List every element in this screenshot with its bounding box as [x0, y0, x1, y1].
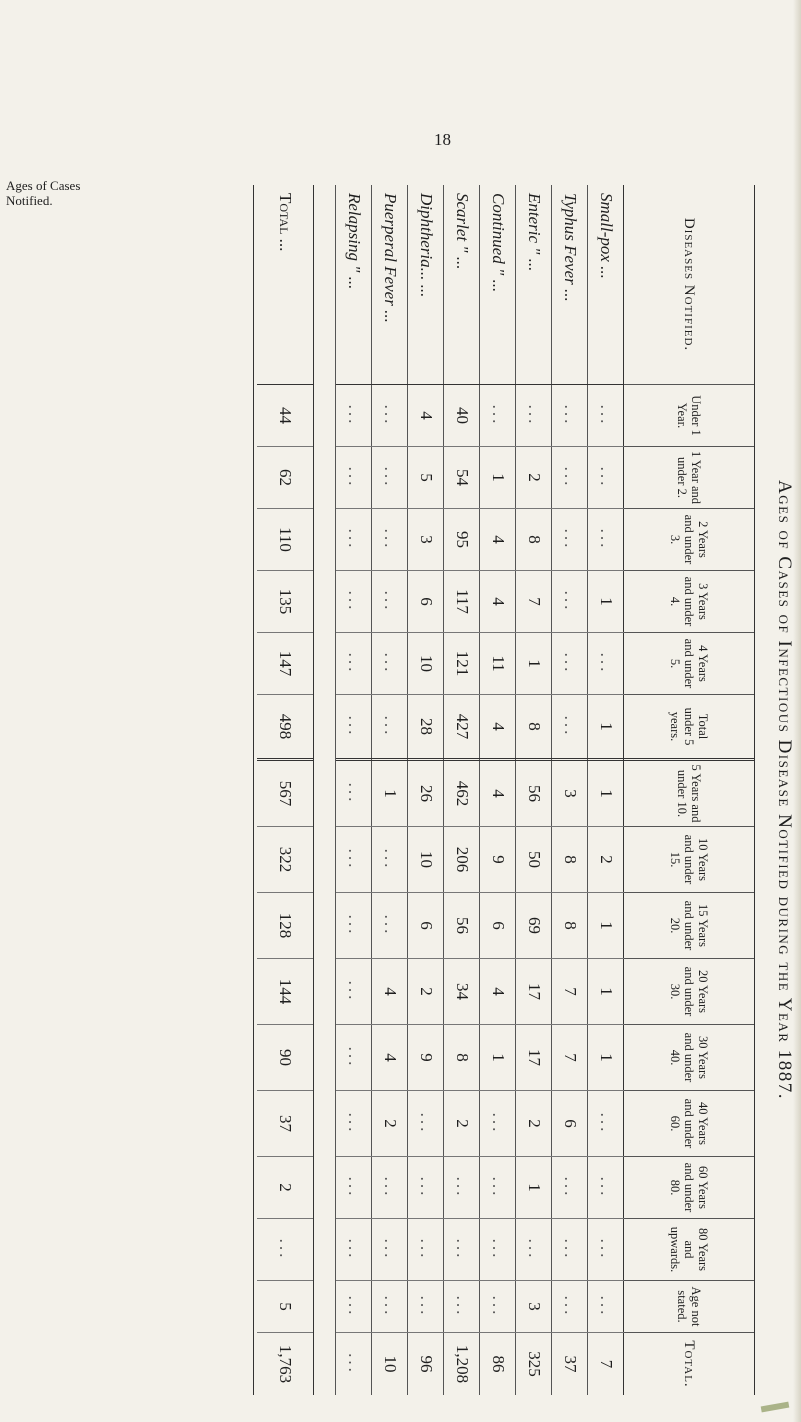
cell-30-40: 8	[444, 1025, 480, 1091]
cell-30-40: ...	[336, 1025, 372, 1091]
cell-30-40: 17	[516, 1025, 552, 1091]
header-2-3: 2 Years and under 3.	[624, 509, 754, 571]
total-60-80: 2	[257, 1157, 313, 1219]
cell-10-15: ...	[372, 827, 408, 893]
total-30-40: 90	[257, 1025, 313, 1091]
table-row	[407, 185, 444, 1395]
cell-2-3: ...	[372, 509, 408, 571]
cell-2-3: 95	[444, 509, 480, 571]
cell-4-5: ...	[588, 633, 624, 695]
total-80-up: ...	[257, 1219, 313, 1281]
cell-age-not-stated: ...	[552, 1281, 588, 1333]
cell-4-5: ...	[336, 633, 372, 695]
cell-5-10: 1	[372, 761, 408, 827]
cell-15-20: 6	[408, 893, 444, 959]
header-5-10: 5 Years and under 10.	[624, 761, 754, 827]
rotated-age-table	[250, 185, 795, 1395]
cell-total: 10	[381, 1355, 400, 1373]
cell-3-4: 7	[516, 571, 552, 633]
cell-20-30: ...	[336, 959, 372, 1025]
total-age-not-stated: 5	[257, 1281, 313, 1333]
cell-4-5: 1	[516, 633, 552, 695]
cell-60-80: ...	[480, 1157, 516, 1219]
cell-80-up: ...	[444, 1219, 480, 1281]
cell-15-20: ...	[336, 893, 372, 959]
total-3-4: 135	[257, 571, 313, 633]
cell-40-60: ...	[336, 1091, 372, 1157]
table-row	[335, 185, 372, 1395]
cell-20-30: 4	[480, 959, 516, 1025]
cell-age-not-stated: ...	[408, 1281, 444, 1333]
table-row	[551, 185, 588, 1395]
cell-under-1: ...	[552, 385, 588, 447]
cell-2-3: ...	[588, 509, 624, 571]
cell-10-15: 2	[588, 827, 624, 893]
side-note	[6, 178, 80, 208]
cell-30-40: 1	[480, 1025, 516, 1091]
corner-stain	[761, 1402, 790, 1413]
total-5-10: 567	[257, 761, 313, 827]
header-total: Total.	[681, 1340, 697, 1388]
cell-60-80: ...	[444, 1157, 480, 1219]
row-label: Relapsing " ...	[336, 185, 372, 385]
cell-30-40: 9	[408, 1025, 444, 1091]
side-note-line-1: Ages of Cases	[6, 178, 81, 193]
cell-15-20: 6	[480, 893, 516, 959]
cell-10-15: 8	[552, 827, 588, 893]
header-diseases: Diseases Notified.	[624, 185, 754, 385]
cell-1-2: ...	[372, 447, 408, 509]
cell-age-not-stated: ...	[336, 1281, 372, 1333]
total-40-60: 37	[257, 1091, 313, 1157]
cell-1-2: ...	[336, 447, 372, 509]
table-row	[479, 185, 516, 1395]
cell-60-80: ...	[588, 1157, 624, 1219]
cell-4-5: ...	[552, 633, 588, 695]
cell-20-30: 17	[516, 959, 552, 1025]
total-20-30: 144	[257, 959, 313, 1025]
row-label: Typhus Fever ...	[552, 185, 588, 385]
cell-40-60: 6	[552, 1091, 588, 1157]
cell-2-3: 3	[408, 509, 444, 571]
cell-4-5: ...	[372, 633, 408, 695]
cell-1-2: ...	[552, 447, 588, 509]
cell-4-5: 10	[408, 633, 444, 695]
cell-60-80: ...	[408, 1157, 444, 1219]
cell-4-5: 11	[480, 633, 516, 695]
cell-total: 325	[525, 1351, 544, 1377]
cell-10-15: 9	[480, 827, 516, 893]
cell-total: 86	[489, 1355, 508, 1373]
cell-total: 96	[417, 1355, 436, 1373]
page-number: 18	[434, 130, 451, 149]
table-caption: Ages of Cases of Infectious Disease Notified during the Year 1887.	[774, 480, 795, 1100]
cell-60-80: ...	[336, 1157, 372, 1219]
total-label: Total ...	[257, 185, 313, 385]
cell-10-15: 10	[408, 827, 444, 893]
cell-under-1: ...	[588, 385, 624, 447]
cell-under-1: 40	[444, 385, 480, 447]
cell-total-under-5: 28	[408, 695, 444, 761]
cell-80-up: ...	[552, 1219, 588, 1281]
total-4-5: 147	[257, 633, 313, 695]
row-label: Continued " ...	[480, 185, 516, 385]
total-under-1: 44	[257, 385, 313, 447]
cell-under-1: ...	[480, 385, 516, 447]
cell-40-60: ...	[408, 1091, 444, 1157]
cell-total-under-5: ...	[552, 695, 588, 761]
table-row	[587, 185, 624, 1395]
cell-total-under-5: ...	[372, 695, 408, 761]
cell-total-under-5: ...	[336, 695, 372, 761]
cell-40-60: ...	[588, 1091, 624, 1157]
header-total-under-5: Total under 5 years.	[624, 695, 754, 761]
cell-1-2: 5	[408, 447, 444, 509]
cell-10-15: 206	[444, 827, 480, 893]
header-under-1: Under 1 Year.	[624, 385, 754, 447]
cell-total-under-5: 8	[516, 695, 552, 761]
cell-under-1: 4	[408, 385, 444, 447]
total-total-under-5: 498	[257, 695, 313, 761]
cell-total: 37	[561, 1355, 580, 1373]
cell-30-40: 7	[552, 1025, 588, 1091]
header-40-60: 40 Years and under 60.	[624, 1091, 754, 1157]
cell-80-up: ...	[408, 1219, 444, 1281]
side-note-line-2: Notified.	[6, 193, 53, 208]
row-label: Scarlet " ...	[444, 185, 480, 385]
cell-5-10: 1	[588, 761, 624, 827]
cell-5-10: ...	[336, 761, 372, 827]
cell-40-60: 2	[516, 1091, 552, 1157]
header-row	[623, 185, 754, 1395]
cell-total-under-5: 4	[480, 695, 516, 761]
cell-age-not-stated: ...	[588, 1281, 624, 1333]
total-2-3: 110	[257, 509, 313, 571]
row-label: Puerperal Fever ...	[372, 185, 408, 385]
cell-1-2: 1	[480, 447, 516, 509]
header-60-80: 60 Years and under 80.	[624, 1157, 754, 1219]
cell-total: 7	[597, 1359, 616, 1369]
cell-60-80: ...	[372, 1157, 408, 1219]
cell-3-4: 6	[408, 571, 444, 633]
cell-20-30: 1	[588, 959, 624, 1025]
total-1-2: 62	[257, 447, 313, 509]
header-15-20: 15 Years and under 20.	[624, 893, 754, 959]
cell-3-4: 1	[588, 571, 624, 633]
total-grand-total: 1,763	[276, 1344, 295, 1384]
cell-15-20: 56	[444, 893, 480, 959]
cell-1-2: 54	[444, 447, 480, 509]
row-label: Diphtheria... ...	[408, 185, 444, 385]
cell-20-30: 4	[372, 959, 408, 1025]
cell-40-60: ...	[480, 1091, 516, 1157]
cell-under-1: ...	[372, 385, 408, 447]
cell-5-10: 26	[408, 761, 444, 827]
cell-15-20: ...	[372, 893, 408, 959]
cell-10-15: ...	[336, 827, 372, 893]
cell-15-20: 69	[516, 893, 552, 959]
header-10-15: 10 Years and under 15.	[624, 827, 754, 893]
header-1-2: 1 Year and under 2.	[624, 447, 754, 509]
cell-30-40: 4	[372, 1025, 408, 1091]
cell-60-80: 1	[516, 1157, 552, 1219]
total-10-15: 322	[257, 827, 313, 893]
row-label: Enteric " ...	[516, 185, 552, 385]
cell-age-not-stated: ...	[480, 1281, 516, 1333]
cell-5-10: 4	[480, 761, 516, 827]
header-20-30: 20 Years and under 30.	[624, 959, 754, 1025]
cell-5-10: 56	[516, 761, 552, 827]
cell-under-1: ...	[516, 385, 552, 447]
cell-3-4: 4	[480, 571, 516, 633]
header-4-5: 4 Years and under 5.	[624, 633, 754, 695]
cell-3-4: ...	[336, 571, 372, 633]
cell-2-3: 8	[516, 509, 552, 571]
cell-1-2: ...	[588, 447, 624, 509]
total-15-20: 128	[257, 893, 313, 959]
cell-total: ...	[345, 1353, 364, 1375]
header-30-40: 30 Years and under 40.	[624, 1025, 754, 1091]
cell-20-30: 34	[444, 959, 480, 1025]
cell-total-under-5: 1	[588, 695, 624, 761]
cell-20-30: 7	[552, 959, 588, 1025]
cell-total-under-5: 427	[444, 695, 480, 761]
cell-80-up: ...	[480, 1219, 516, 1281]
cell-80-up: ...	[372, 1219, 408, 1281]
header-80-up: 80 Years and upwards.	[624, 1219, 754, 1281]
cell-2-3: 4	[480, 509, 516, 571]
cell-40-60: 2	[444, 1091, 480, 1157]
cell-2-3: ...	[552, 509, 588, 571]
cell-40-60: 2	[372, 1091, 408, 1157]
cell-5-10: 462	[444, 761, 480, 827]
header-3-4: 3 Years and under 4.	[624, 571, 754, 633]
cell-80-up: ...	[516, 1219, 552, 1281]
cell-age-not-stated: ...	[444, 1281, 480, 1333]
cell-20-30: 2	[408, 959, 444, 1025]
cell-2-3: ...	[336, 509, 372, 571]
total-row	[257, 185, 314, 1395]
cell-10-15: 50	[516, 827, 552, 893]
row-label: Small-pox ...	[588, 185, 624, 385]
cell-80-up: ...	[336, 1219, 372, 1281]
cell-1-2: 2	[516, 447, 552, 509]
cell-4-5: 121	[444, 633, 480, 695]
table-row	[443, 185, 480, 1395]
cell-5-10: 3	[552, 761, 588, 827]
cell-80-up: ...	[588, 1219, 624, 1281]
cell-under-1: ...	[336, 385, 372, 447]
cell-3-4: ...	[372, 571, 408, 633]
cell-15-20: 8	[552, 893, 588, 959]
cell-total: 1,208	[453, 1344, 472, 1384]
cell-30-40: 1	[588, 1025, 624, 1091]
cell-3-4: 117	[444, 571, 480, 633]
header-age-not-stated: Age not stated.	[624, 1281, 754, 1333]
table-row	[371, 185, 408, 1395]
cell-age-not-stated: 3	[516, 1281, 552, 1333]
cell-15-20: 1	[588, 893, 624, 959]
table-grid	[253, 185, 755, 1395]
cell-60-80: ...	[552, 1157, 588, 1219]
cell-age-not-stated: ...	[372, 1281, 408, 1333]
cell-3-4: ...	[552, 571, 588, 633]
table-row	[515, 185, 552, 1395]
